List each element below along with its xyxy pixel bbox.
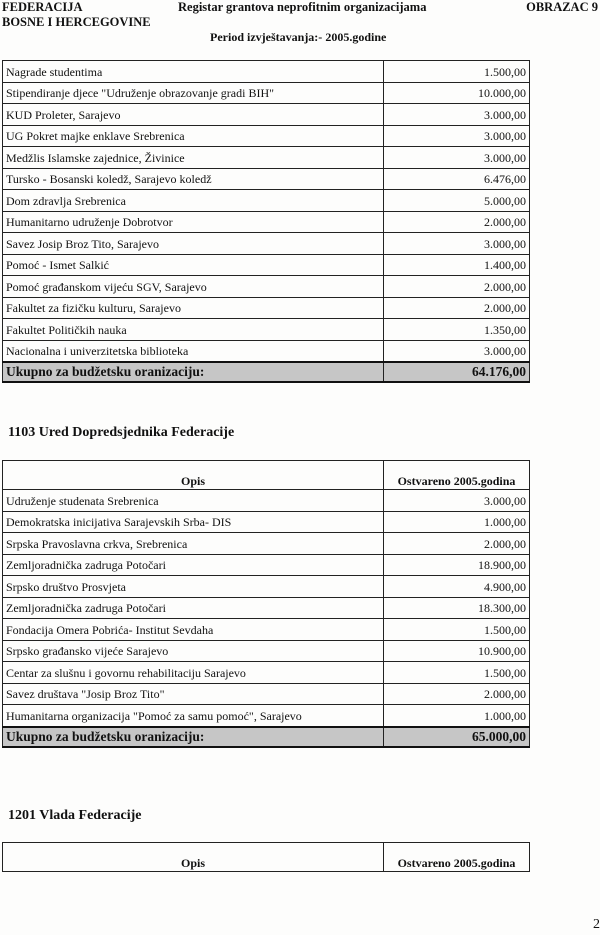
issuer-line-1: FEDERACIJA <box>2 0 83 14</box>
grant-recipient: Dom zdravlja Srebrenica <box>3 190 384 212</box>
grant-recipient: Fondacija Omera Pobrića- Institut Sevdaha <box>3 619 384 641</box>
grant-recipient: KUD Proleter, Sarajevo <box>3 104 384 126</box>
column-header-ostvareno: Ostvareno 2005.godina <box>384 461 530 490</box>
grant-recipient: Nacionalna i univerzitetska biblioteka <box>3 340 384 362</box>
grant-amount: 3.000,00 <box>384 147 530 169</box>
table-row <box>3 662 530 684</box>
form-id: OBRAZAC 9 <box>526 0 598 14</box>
grant-recipient: Zemljoradnička zadruga Potočari <box>3 597 384 619</box>
grants-table-1103 <box>2 460 530 748</box>
grant-amount: 3.000,00 <box>384 125 530 147</box>
grant-recipient: Medžlis Islamske zajednice, Živinice <box>3 147 384 169</box>
table-row <box>3 490 530 512</box>
table-row <box>3 147 530 169</box>
grant-amount: 1.350,00 <box>384 319 530 341</box>
grant-recipient: Fakultet za fizičku kulturu, Sarajevo <box>3 297 384 319</box>
grants-table-continued <box>2 60 530 383</box>
reporting-period <box>210 30 386 45</box>
section-title-1201: 1201 Vlada Federacije <box>8 808 142 823</box>
page-number: 2 <box>593 917 600 932</box>
grant-recipient: Srpsko građansko vijeće Sarajevo <box>3 640 384 662</box>
column-header-ostvareno: Ostvareno 2005.godina <box>384 843 530 872</box>
table-row <box>3 554 530 576</box>
grant-amount: 3.000,00 <box>384 104 530 126</box>
grant-recipient: Tursko - Bosanski koledž, Sarajevo koledž <box>3 168 384 190</box>
grant-recipient: Srpska Pravoslavna crkva, Srebrenica <box>3 533 384 555</box>
grant-amount: 10.900,00 <box>384 640 530 662</box>
total-row <box>3 727 530 747</box>
total-value: 64.176,00 <box>384 362 530 382</box>
issuer-block <box>2 0 151 30</box>
column-header-opis: Opis <box>3 461 384 490</box>
grant-recipient: Nagrade studentima <box>3 61 384 83</box>
table-row <box>3 190 530 212</box>
period-label: Period izvještavanja:- <box>210 30 323 44</box>
total-value: 65.000,00 <box>384 727 530 747</box>
grant-amount: 18.900,00 <box>384 554 530 576</box>
grant-recipient: Humanitarna organizacija "Pomoć za samu pomoć", Sarajevo <box>3 705 384 727</box>
total-label: Ukupno za budžetsku oranizaciju: <box>3 727 384 747</box>
section-title-1103: 1103 Ured Dopredsjednika Federacije <box>8 425 235 440</box>
grant-amount: 2.000,00 <box>384 683 530 705</box>
grant-amount: 1.000,00 <box>384 705 530 727</box>
grant-amount: 6.476,00 <box>384 168 530 190</box>
grant-amount: 2.000,00 <box>384 533 530 555</box>
grant-recipient: UG Pokret majke enklave Srebrenica <box>3 125 384 147</box>
grant-recipient: Srpsko društvo Prosvjeta <box>3 576 384 598</box>
grants-table-body <box>3 490 530 727</box>
grant-amount: 10.000,00 <box>384 82 530 104</box>
table-row <box>3 254 530 276</box>
period-value: 2005.godine <box>325 30 387 44</box>
total-label: Ukupno za budžetsku oranizaciju: <box>3 362 384 382</box>
grant-recipient: Centar za slušnu i govornu rehabilitaciju Sarajevo <box>3 662 384 684</box>
grant-amount: 1.500,00 <box>384 61 530 83</box>
table-row <box>3 233 530 255</box>
table-row <box>3 511 530 533</box>
grant-amount: 18.300,00 <box>384 597 530 619</box>
total-row <box>3 362 530 382</box>
grant-amount: 1.000,00 <box>384 511 530 533</box>
grant-amount: 1.500,00 <box>384 662 530 684</box>
table-row <box>3 340 530 362</box>
grant-recipient: Pomoć - Ismet Salkić <box>3 254 384 276</box>
grant-recipient: Stipendiranje djece "Udruženje obrazovanje gradi BIH" <box>3 82 384 104</box>
grant-amount: 3.000,00 <box>384 340 530 362</box>
table-row <box>3 297 530 319</box>
table-row <box>3 705 530 727</box>
table-row <box>3 319 530 341</box>
table-header-row <box>3 843 530 872</box>
table-row <box>3 640 530 662</box>
table-row <box>3 168 530 190</box>
grant-recipient: Savez Josip Broz Tito, Sarajevo <box>3 233 384 255</box>
table-row <box>3 125 530 147</box>
grant-recipient: Udruženje studenata Srebrenica <box>3 490 384 512</box>
grant-recipient: Demokratska inicijativa Sarajevskih Srba- DIS <box>3 511 384 533</box>
table-row <box>3 61 530 83</box>
table-row <box>3 597 530 619</box>
grant-amount: 1.400,00 <box>384 254 530 276</box>
grant-amount: 4.900,00 <box>384 576 530 598</box>
table-row <box>3 533 530 555</box>
table-row <box>3 683 530 705</box>
document-title: Registar grantova neprofitnim organizacijama <box>178 0 427 14</box>
table-row <box>3 619 530 641</box>
column-header-opis: Opis <box>3 843 384 872</box>
issuer-line-2: BOSNE I HERCEGOVINE <box>2 15 151 29</box>
grants-table-body <box>3 61 530 363</box>
table-row <box>3 276 530 298</box>
grant-recipient: Savez društava "Josip Broz Tito" <box>3 683 384 705</box>
table-row <box>3 104 530 126</box>
grant-recipient: Humanitarno udruženje Dobrotvor <box>3 211 384 233</box>
grant-amount: 5.000,00 <box>384 190 530 212</box>
grant-recipient: Pomoć građanskom vijeću SGV, Sarajevo <box>3 276 384 298</box>
grant-amount: 2.000,00 <box>384 211 530 233</box>
grant-amount: 2.000,00 <box>384 276 530 298</box>
table-row <box>3 211 530 233</box>
grant-amount: 3.000,00 <box>384 490 530 512</box>
grant-amount: 2.000,00 <box>384 297 530 319</box>
grant-recipient: Fakultet Političkih nauka <box>3 319 384 341</box>
table-row <box>3 576 530 598</box>
table-header-row <box>3 461 530 490</box>
grants-table-1201 <box>2 842 530 872</box>
table-row <box>3 82 530 104</box>
grant-amount: 1.500,00 <box>384 619 530 641</box>
grant-recipient: Zemljoradnička zadruga Potočari <box>3 554 384 576</box>
grant-amount: 3.000,00 <box>384 233 530 255</box>
